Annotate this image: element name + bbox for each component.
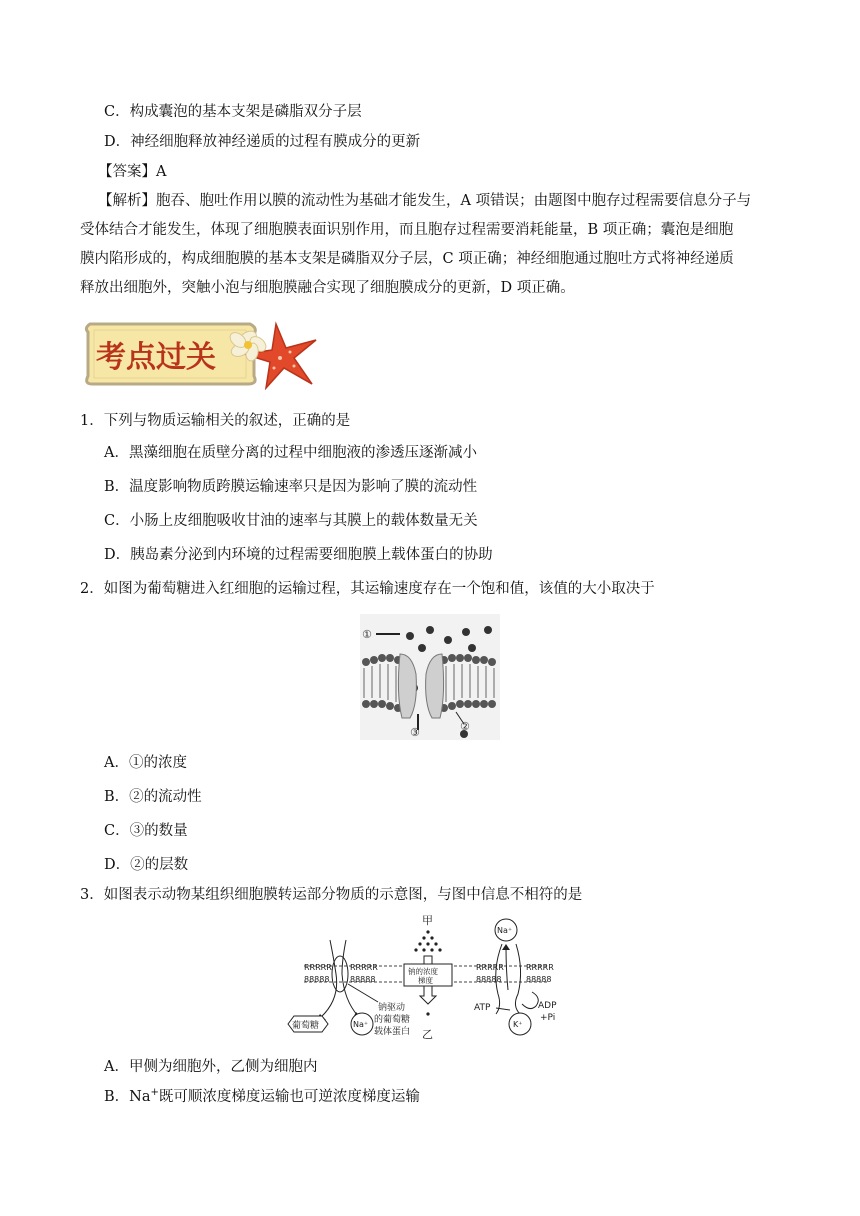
section-badge — [80, 318, 336, 390]
fig1-label-3: ③ — [410, 726, 420, 739]
svg-text:+Pi: +Pi — [540, 1013, 556, 1023]
q3-option-a: A．甲侧为细胞外，乙侧为细胞内 — [104, 1059, 318, 1075]
analysis-line-1: 【解析】胞吞、胞吐作用以膜的流动性为基础才能发生，A 项错误；由题图中胞存过程需要信息分子与 — [98, 193, 752, 209]
svg-text:的葡萄糖: 的葡萄糖 — [374, 1015, 411, 1025]
q2-membrane-figure — [360, 614, 500, 740]
svg-text:88888: 88888 — [476, 975, 502, 984]
q3-option-b: B．Na+既可顺浓度梯度运输也可逆浓度梯度运输 — [104, 1087, 420, 1105]
q3-transport-figure — [280, 910, 580, 1070]
svg-text:88888: 88888 — [526, 975, 552, 984]
analysis-line-4: 释放出细胞外，突触小泡与细胞膜融合实现了细胞膜成分的更新，D 项正确。 — [80, 280, 575, 296]
fig2-k: K⁺ — [513, 1020, 523, 1029]
fig2-top-label: 甲 — [422, 914, 433, 927]
q1-option-d: D．胰岛素分泌到内环境的过程需要细胞膜上载体蛋白的协助 — [104, 547, 493, 563]
q1-option-c: C．小肠上皮细胞吸收甘油的速率与其膜上的载体数量无关 — [104, 513, 478, 529]
fig1-label-2: ② — [460, 720, 470, 733]
answer-label: 【答案】A — [98, 164, 167, 180]
svg-text:钠驱动: 钠驱动 — [378, 1003, 406, 1013]
option-c: C．构成囊泡的基本支架是磷脂双分子层 — [104, 104, 362, 120]
fig2-bottom-label: 乙 — [422, 1028, 433, 1041]
analysis-label: 【解析】 — [98, 193, 156, 209]
option-d: D．神经细胞释放神经递质的过程有膜成分的更新 — [104, 134, 421, 150]
fig1-label-1: ① — [362, 628, 372, 641]
q1-option-a: A．黑藻细胞在质壁分离的过程中细胞液的渗透压逐渐减小 — [104, 445, 477, 461]
svg-text:ADP: ADP — [538, 1001, 557, 1011]
svg-text:钠的浓度: 钠的浓度 — [408, 967, 438, 976]
q2-stem: 2．如图为葡萄糖进入红细胞的运输过程，其运输速度存在一个饱和值，该值的大小取决于 — [80, 581, 655, 597]
svg-text:RRRRR: RRRRR — [350, 963, 378, 972]
svg-text:载体蛋白: 载体蛋白 — [374, 1027, 411, 1037]
q3-stem: 3．如图表示动物某组织细胞膜转运部分物质的示意图，与图中信息不相符的是 — [80, 887, 583, 903]
svg-text:RRRRR: RRRRR — [476, 963, 504, 972]
svg-text:88888: 88888 — [350, 975, 376, 984]
svg-text:RRRRR: RRRRR — [526, 963, 554, 972]
q2-option-a: A．①的浓度 — [104, 755, 187, 771]
badge-graphic — [80, 318, 336, 390]
svg-text:88888: 88888 — [304, 975, 330, 984]
q1-stem: 1．下列与物质运输相关的叙述，正确的是 — [80, 413, 351, 429]
analysis-line-2: 受体结合才能发生，体现了细胞膜表面识别作用，而且胞存过程需要消耗能量，B 项正确；囊泡是细胞 — [80, 222, 734, 238]
fig2-na-left: Na⁺ — [353, 1020, 369, 1029]
svg-text:梯度: 梯度 — [418, 976, 433, 985]
q2-option-d: D．②的层数 — [104, 857, 189, 873]
q2-option-c: C．③的数量 — [104, 823, 188, 839]
fig2-glucose: 葡萄糖 — [292, 1021, 320, 1031]
fig2-atp: ATP — [474, 1003, 491, 1013]
analysis-line-3: 膜内陷形成的，构成细胞膜的基本支架是磷脂双分子层，C 项正确；神经细胞通过胞吐方式将神经递质 — [80, 251, 734, 267]
badge-text: 考点过关 — [96, 340, 216, 375]
q1-option-b: B．温度影响物质跨膜运输速率只是因为影响了膜的流动性 — [104, 479, 478, 495]
svg-text:RRRRR: RRRRR — [304, 963, 332, 972]
q2-option-b: B．②的流动性 — [104, 789, 202, 805]
fig2-na-right: Na⁺ — [497, 926, 513, 935]
